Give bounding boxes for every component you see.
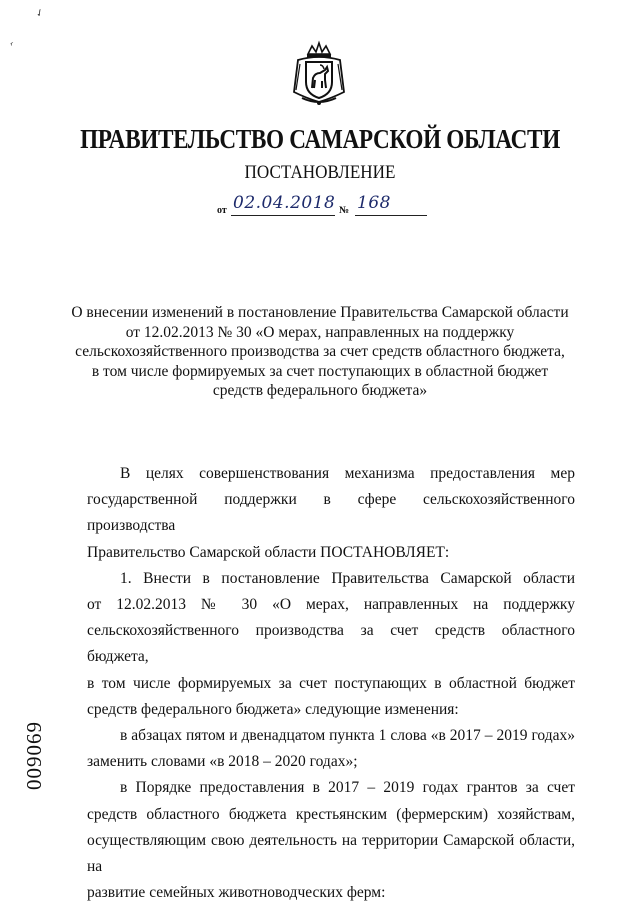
number-label: № xyxy=(339,205,350,216)
body-line: в том числе формируемых за счет поступающих в областной бюджет xyxy=(87,674,575,692)
document-type: ПОСТАНОВЛЕНИЕ xyxy=(244,162,396,183)
subject-line: О внесении изменений в постановление Правительства Самарской области xyxy=(71,304,569,321)
body-line: в абзацах пятом и двенадцатом пункта 1 слова «в 2017 – 2019 годах» xyxy=(120,727,575,745)
document-body xyxy=(87,461,575,906)
number-underline xyxy=(355,215,427,216)
body-line: 1. Внести в постановление Правительства Самарской области xyxy=(120,569,575,587)
date-number-line xyxy=(215,193,435,219)
body-line: от 12.02.2013 № 30 «О мерах, направленных на поддержку xyxy=(87,596,575,614)
scan-mark: ‹ xyxy=(8,37,16,50)
subject-line: в том числе формируемых за счет поступающих в областной бюджет xyxy=(91,362,549,380)
samara-coat-of-arms-icon xyxy=(288,40,350,108)
subject-line: сельскохозяйственного производства за счет средств областного бюджета, xyxy=(75,343,565,360)
document-subject xyxy=(64,303,576,401)
body-line: В целях совершенствования механизма предоставления мер xyxy=(120,465,575,482)
subject-line: от 12.02.2013 № 30 «О мерах, направленных на поддержку xyxy=(125,323,515,341)
body-line: в Порядке предоставления в 2017 – 2019 годах грантов за счет xyxy=(120,779,575,797)
body-line: заменить словами «в 2018 – 2020 годах»; xyxy=(87,753,358,771)
date-underline xyxy=(231,215,335,216)
body-line: сельскохозяйственного производства за счет средств областного бюджета, xyxy=(87,622,575,666)
body-line: государственной поддержки в сфере сельскохозяйственного производства xyxy=(87,491,575,535)
handwritten-date: 02.04.2018 xyxy=(233,193,336,213)
date-label: от xyxy=(217,205,227,216)
government-title: ПРАВИТЕЛЬСТВО САМАРСКОЙ ОБЛАСТИ xyxy=(80,124,560,154)
serial-number: 009069 xyxy=(22,721,46,790)
scan-mark: ✓ xyxy=(33,6,47,21)
subject-line: средств федерального бюджета» xyxy=(212,382,428,399)
body-line: средств федерального бюджета» следующие изменения: xyxy=(87,700,459,718)
body-line: средств областного бюджета крестьянским (фермерским) хозяйствам, xyxy=(87,805,575,823)
body-line: осуществляющим свою деятельность на территории Самарской области, на xyxy=(87,831,575,876)
handwritten-number: 168 xyxy=(357,193,391,213)
body-line: Правительство Самарской области ПОСТАНОВЛЯЕТ: xyxy=(87,543,450,561)
body-line: развитие семейных животноводческих ферм: xyxy=(87,884,386,902)
